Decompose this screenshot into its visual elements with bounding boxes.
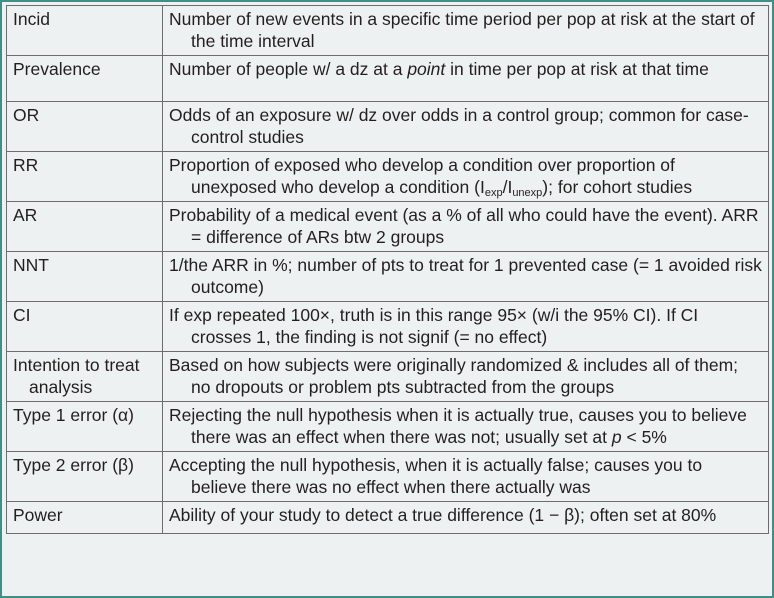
- definition-text: Based on how subjects were originally randomized & includes all of them; no dropouts or problem pts subtracted from the groups: [169, 355, 739, 397]
- definition-text: Ability of your study to detect a true difference (1 − β); often set at 80%: [169, 505, 717, 525]
- definition-text: [169, 58, 762, 80]
- term-text: OR: [13, 105, 40, 125]
- term-cell: [7, 202, 163, 252]
- table-row: [7, 352, 769, 402]
- term-cell: [7, 402, 163, 452]
- term-text: Incid: [13, 9, 50, 29]
- definition-cell: [163, 502, 769, 534]
- definition-cell: [163, 252, 769, 302]
- definition-text: Probability of a medical event (as a % of all who could have the event). ARR = difference of ARs btw 2 groups: [169, 205, 759, 247]
- definition-text: Number of new events in a specific time period per pop at risk at the start of the time interval: [169, 9, 755, 51]
- definition-cell: [163, 452, 769, 502]
- term-text: Intention to treat analysis: [13, 355, 140, 397]
- term-text: AR: [13, 205, 38, 225]
- definition-emphasis: p: [611, 427, 622, 447]
- definition-emphasis: point: [407, 59, 446, 79]
- table-row: [7, 6, 769, 56]
- definition-part: Number of people w/ a dz at a: [169, 59, 408, 79]
- term-cell: [7, 452, 163, 502]
- term-text: CI: [13, 305, 31, 325]
- subscript-unexp: unexp: [512, 187, 543, 199]
- table-row: [7, 502, 769, 534]
- table-row: [7, 452, 769, 502]
- definition-cell: [163, 352, 769, 402]
- definition-cell: [163, 102, 769, 152]
- definition-text: [169, 154, 762, 198]
- definition-text: Odds of an exposure w/ dz over odds in a control group; common for case-control studies: [169, 105, 749, 147]
- term-text: Power: [13, 505, 63, 525]
- table-row: [7, 56, 769, 102]
- term-cell: [7, 6, 163, 56]
- definition-text: 1/the ARR in %; number of pts to treat for 1 prevented case (= 1 avoided risk outcome): [169, 255, 762, 297]
- term-cell: [7, 302, 163, 352]
- definition-cell: [163, 6, 769, 56]
- definition-part: Rejecting the null hypothesis when it is actually true, causes you to believe there was an effect when there was not; usually set at: [169, 405, 747, 447]
- definition-text: Accepting the null hypothesis, when it is actually false; causes you to believe there was no effect when there actually was: [169, 455, 703, 497]
- term-cell: [7, 252, 163, 302]
- term-text: Prevalence: [13, 59, 101, 79]
- term-cell: [7, 502, 163, 534]
- term-text: Type 2 error (β): [13, 455, 134, 475]
- definition-cell: [163, 202, 769, 252]
- definition-part: < 5%: [621, 427, 667, 447]
- term-cell: [7, 56, 163, 102]
- definition-part: /I: [502, 177, 513, 197]
- definition-text: [169, 404, 762, 448]
- definition-cell: [163, 56, 769, 102]
- term-cell: [7, 152, 163, 202]
- table-row: [7, 152, 769, 202]
- subscript-exp: exp: [484, 187, 503, 199]
- table-row: [7, 202, 769, 252]
- term-cell: [7, 102, 163, 152]
- definition-cell: [163, 302, 769, 352]
- definition-text: If exp repeated 100×, truth is in this range 95× (w/i the 95% CI). If CI crosses 1, the finding is not signif (= no effect): [169, 305, 699, 347]
- term-text: RR: [13, 155, 39, 175]
- definitions-table: [6, 5, 769, 534]
- definition-part: ); for cohort studies: [542, 177, 693, 197]
- term-cell: [7, 352, 163, 402]
- table-row: [7, 402, 769, 452]
- definition-part: Proportion of exposed who develop a condition over proportion of unexposed who develop a condition (I: [169, 155, 675, 197]
- term-text: Type 1 error (α): [13, 405, 134, 425]
- definition-cell: [163, 152, 769, 202]
- definition-cell: [163, 402, 769, 452]
- table-row: [7, 302, 769, 352]
- table-row: [7, 252, 769, 302]
- table-row: [7, 102, 769, 152]
- definition-part: in time per pop at risk at that time: [445, 59, 709, 79]
- term-text: NNT: [13, 255, 49, 275]
